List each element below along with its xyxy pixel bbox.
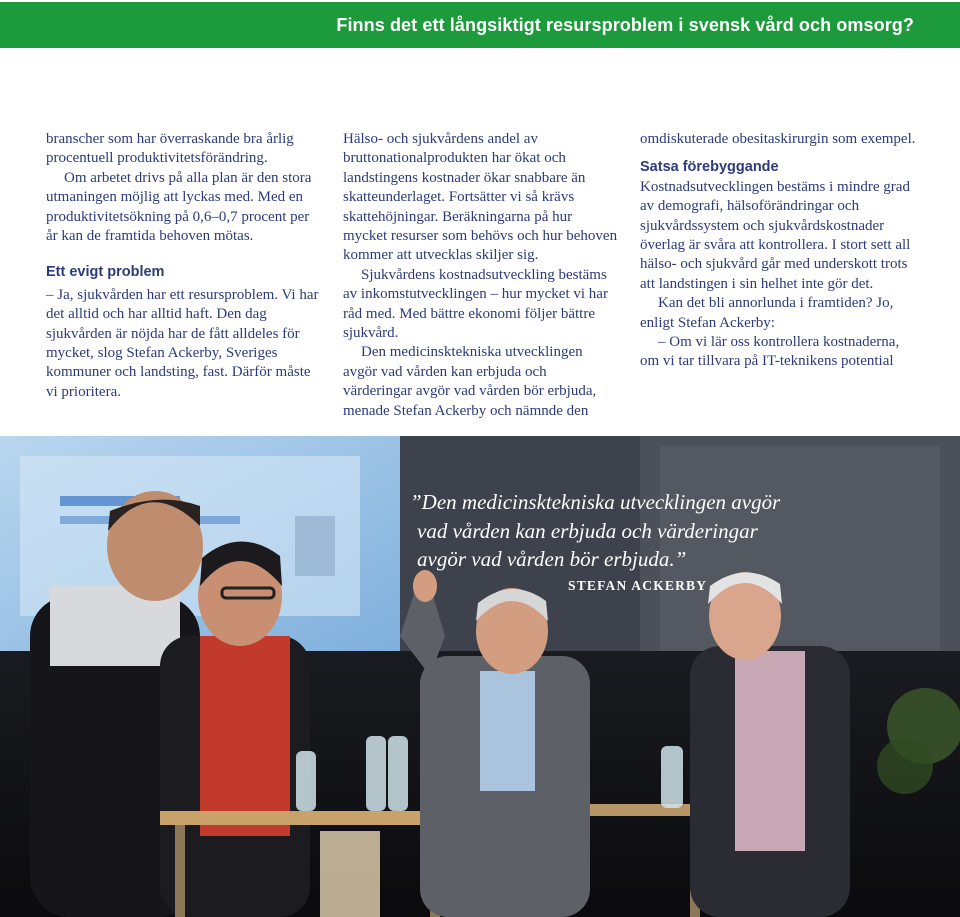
pull-quote-line: vad vården kan erbjuda och värderingar	[417, 518, 758, 543]
text-column-2	[343, 130, 619, 421]
pull-quote-line: ”Den medicinsktekniska utvecklingen avgör	[410, 490, 781, 514]
paragraph: Hälso- och sjukvårdens andel av bruttonationalprodukten har ökat och landstingens kostnader ökar snabbare än skatteunderlaget. Fortsätter vi så krävs skattehöjningar. Beräkningarna på hur mycket resurser som behövs och hur behoven kommer att utvecklas skiljer sig.	[343, 131, 618, 264]
paragraph: omdiskuterade obesitaskirurgin som exempel.	[640, 131, 916, 147]
quote-attribution: STEFAN ACKERBY	[568, 578, 708, 593]
section-heading: Ett evigt problem	[46, 264, 165, 281]
section-heading: Satsa förebyggande	[640, 159, 779, 176]
text-column-3	[640, 130, 916, 372]
header-bar	[0, 2, 960, 48]
paragraph: – Ja, sjukvården har ett resursproblem. Vi har det alltid och har alltid haft. Den dag sjukvården är nöjda har de fått alldeles för mycket, slog Stefan Ackerby, Sveriges kommuner och landsting, fast. Därför måste vi prioritera.	[46, 286, 319, 400]
paragraph: Om arbetet drivs på alla plan är den stora utmaningen möjlig att lyckas med. Med en produktivitetsökning på 0,6–0,7 procent per år kan de framtida behoven mötas.	[46, 169, 312, 245]
pull-quote	[410, 488, 830, 574]
paragraph: Sjukvårdens kostnadsutveckling bestäms av inkomstutvecklingen – hur mycket vi har råd med. Med bättre ekonomi följer bättre sjukvård.	[343, 266, 608, 342]
pull-quote-line: avgör vad vården bör erbjuda.”	[417, 547, 687, 572]
paragraph: Kostnadsutvecklingen bestäms i mindre grad av demografi, hälsoförändringar och sjukvårdssystem och sjukvårdskostnader överlag är svåra att kontrollera. I stort sett all hälso- och sjukvård går med underskott trots att landstingen i sin helhet inte gör det.	[640, 178, 911, 292]
text-column-1	[46, 130, 322, 402]
paragraph: – Om vi lär oss kontrollera kostnaderna, om vi tar tillvara på IT-teknikens potential	[640, 334, 900, 370]
paragraph: branscher som har överraskande bra årlig procentuell produktivitetsförändring.	[46, 131, 294, 167]
paragraph: Den medicinsktekniska utvecklingen avgör vad vården kan erbjuda och värderingar avgör vad vården bör erbjuda, menade Stefan Ackerby och nämnde den	[343, 344, 597, 419]
paragraph: Kan det bli annorlunda i framtiden? Jo, enligt Stefan Ackerby:	[640, 295, 894, 331]
page-title: Finns det ett långsiktigt resursproblem i svensk vård och omsorg?	[336, 15, 914, 35]
